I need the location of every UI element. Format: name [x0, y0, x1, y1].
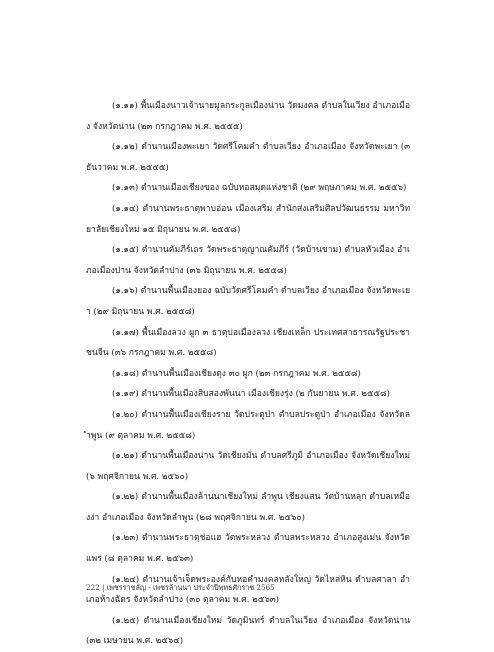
reference-entry: (๑.๑๔) ตำนานพระธาตุพาบอ่อน เมืองเสริม สำนักส่งเสริมศิลปวัฒนธรรม มหาวิทยาลัยเชียงใหม่ ๑๕ มิถุนายน พ.ศ. ๒๕๕๘)	[86, 203, 410, 235]
reference-entry: (๑.๑๒) ตำนานเมืองพะเยา วัดศรีโคมคำ ตำบลเวียง อำเภอเมือง จังหวัดพะเยา (๓ ธันวาคม พ.ศ. ๒๕๕๕)	[86, 142, 410, 173]
reference-entry: (๑.๒๕) ตำนานเมืองเชียงใหม่ วัดภูมินทร์ ตำบลในเวียง อำเภอเมือง จังหวัดน่าน (๓๒ เมษายน พ.ศ. ๒๕๖๔)	[86, 615, 410, 647]
page-footer	[86, 583, 275, 594]
reference-entry: (๑.๑๖) ตำนานพื้นเมืองยอง ฉบับวัดศรีโคมคำ ตำบลเวียง อำเภอเมือง จังหวัดพะเยา (๒๙ มิถุนายน พ.ศ. ๒๕๕๘)	[86, 286, 410, 317]
reference-entry: (๑.๑๓) ตำนานเมืองเชียงของ ฉบับหอสมุดแห่งชาติ (๒๙ พฤษภาคม พ.ศ. ๒๕๕๖)	[112, 183, 407, 194]
reference-entry: (๑.๒๐) ตำนานพื้นเมืองเชียงราย วัดประตูป่า ตำบลประตูป่า อำเภอเมือง จังหวัดลำพูน (๙ ตุลาคม พ.ศ. ๒๕๕๘)	[86, 409, 410, 441]
reference-entry: (๑.๑๕) ตำนานคัมภีร์เถร วัดพระธาตุญาณคัมภีร์ (วัดบ้านขาม) ตำบลหัวเมือง อำเภอเมืองปาน จังหวัดลำปาง (๓๖ มิถุนายน พ.ศ. ๒๕๕๘)	[86, 245, 410, 276]
reference-entry: (๑.๒๒) ตำนานพื้นเมืองล้านนาเชียงใหม่ ลำพูน เชียงแสน วัดบ้านหลุก ตำบลเหมืองง่า อำเภอเมือง จังหวัดลำพูน (๒๘ พฤศจิกายน พ.ศ. ๒๕๖๐)	[86, 492, 410, 523]
reference-entry: (๑.๒๑) ตำนานพื้นเมืองน่าน วัดเชียงมั่น ตำบลศรีภูมิ อำเภอเมือง จังหวัดเชียงใหม่ (๖ พฤศจิกายน พ.ศ. ๒๕๖๐)	[86, 451, 410, 482]
reference-entry: (๑.๑๑) พื้นเมืองนาวเจ้านายมูลกระกูลเมืองน่าน วัดมงคล ตำบลในเวียง อำเภอเมือง จังหวัดน่าน (๒๓ กรกฎาคม พ.ศ. ๒๕๕๕)	[86, 101, 410, 132]
reference-entry: (๑.๑๗) พื้นเมืองลวง ผูก ๓ ธาตุบ่อเมืองลวง เชียงเหล็ก ประเทศสาธารณรัฐประชาชนจีน (๓๖ กรกฎาคม พ.ศ. ๒๕๕๘)	[86, 327, 410, 359]
reference-entry: (๑.๑๘) ตำนานพื้นเมืองเชียงตุง ๓๐ ผูก (๒๓ กรกฎาคม พ.ศ. ๒๕๕๘)	[112, 368, 361, 379]
footer-separator: |	[102, 583, 105, 592]
footer-title: เพชรราชลัญ - เพชรล้านนา ประจำปีพุทธศักราช 2565	[106, 583, 275, 592]
page-number: 222	[86, 583, 100, 592]
reference-entry: (๑.๑๙) ตำนานพื้นเมืองสิบสองพันนา เมืองเชียงรุ่ง (๒ กันยายน พ.ศ. ๒๕๕๘)	[112, 389, 390, 400]
reference-list	[86, 96, 410, 652]
reference-entry: (๑.๒๔) ตำนานเจ้าเจ็ดพระองค์กับหอคำมงคลหลังใหญ่ วัดไหล่หิน ตำบลศาลา อำเภอห้างฉัตร จังหวัดลำปาง (๓๐ ตุลาคม พ.ศ. ๒๕๖๓)	[86, 574, 410, 606]
reference-entry: (๑.๒๓) ตำนานพระธาตุช่อแฮ วัดพระหลวง ตำบลพระหลวง อำเภอสูงเม่น จังหวัดแพร่ (๘ ตุลาคม พ.ศ. ๒๕๖๓)	[86, 533, 410, 565]
